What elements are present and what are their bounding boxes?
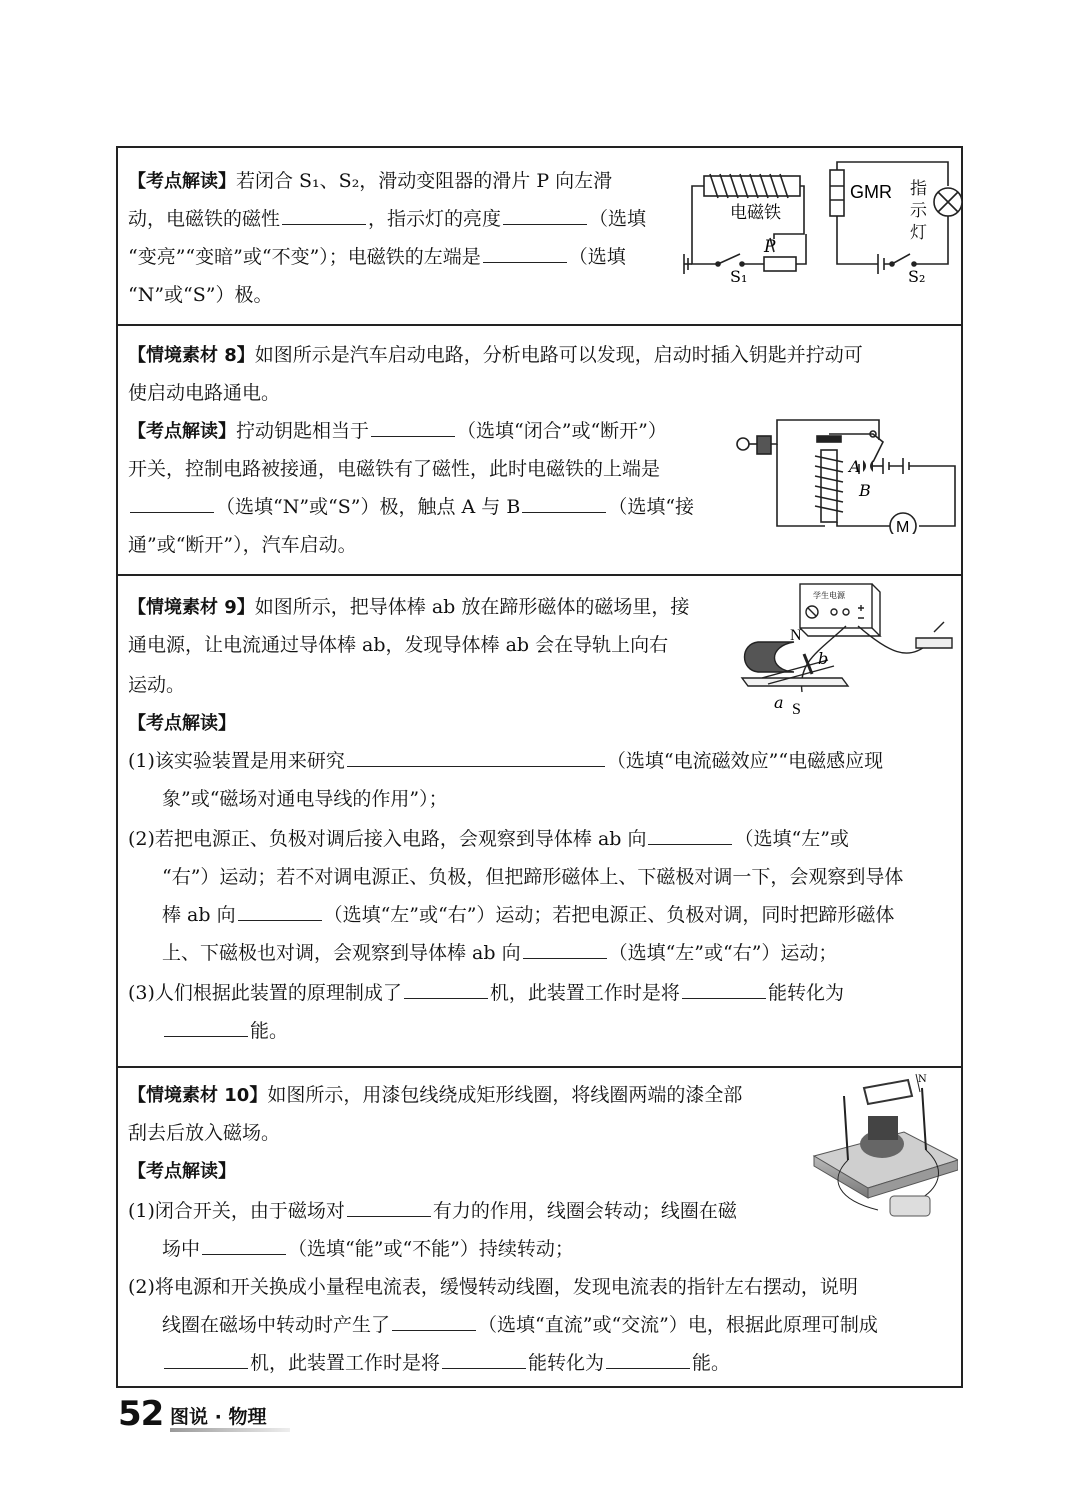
tag-point-reading: 【考点解读】	[128, 713, 236, 734]
text: 有力的作用，线圈会转动；线圈在磁	[432, 1200, 737, 1222]
tag-scenario: 【情境素材 9】	[128, 597, 255, 618]
text: (1)该实验装置是用来研究	[128, 750, 345, 772]
text: 如图所示，把导体棒 ab 放在蹄形磁体的磁场里，接	[254, 596, 690, 618]
section-scenario-8	[118, 326, 961, 576]
s3-line-11	[128, 980, 844, 1006]
answer-blank[interactable]	[282, 206, 366, 225]
text: （选填“能”或“不能”）持续转动；	[288, 1238, 574, 1260]
text: （选填“直流”或“交流”）电，根据此原理可制成	[478, 1314, 878, 1336]
gmr-circuit-figure	[678, 154, 963, 284]
gmr-label: GMR	[850, 182, 892, 202]
south-pole-label: S	[792, 701, 801, 718]
tag-point-reading: 【考点解读】	[128, 171, 236, 192]
s2-line-5	[128, 494, 694, 520]
text: “N”或“S”）极。	[128, 284, 273, 306]
text: 能。	[692, 1352, 731, 1374]
text: 机，此装置工作时是将	[250, 1352, 441, 1374]
s4-line-7	[162, 1312, 878, 1338]
tag-point-reading: 【考点解读】	[128, 421, 236, 442]
s3-line-8	[162, 864, 903, 890]
text: “右”）运动；若不对调电源正、负极，但把蹄形磁体上、下磁极对调一下，会观察到导体	[162, 866, 904, 888]
answer-blank[interactable]	[371, 418, 455, 437]
s3-line-6	[162, 786, 448, 812]
answer-blank[interactable]	[404, 980, 488, 999]
text: (3)人们根据此装置的原理制成了	[128, 982, 402, 1004]
answer-blank[interactable]	[238, 902, 322, 921]
text: 若闭合 S₁、S₂，滑动变阻器的滑片 P 向左滑	[236, 170, 613, 192]
s4-line-4	[128, 1198, 737, 1224]
s2-line-2	[128, 380, 280, 406]
indicator-lamp-label: 指示灯	[910, 179, 927, 243]
text: (2)若把电源正、负极对调后接入电路，会观察到导体棒 ab 向	[128, 828, 647, 850]
contact-b-label: B	[859, 481, 871, 500]
text: 线圈在磁场中转动时产生了	[162, 1314, 391, 1336]
text: （选填“左”或“右”）运动；若把电源正、负极对调，同时把蹄形磁体	[323, 904, 895, 926]
s3-line-1	[128, 594, 689, 621]
text: 动，电磁铁的磁性	[128, 208, 281, 230]
tag-scenario: 【情境素材 10】	[128, 1085, 268, 1106]
s4-line-6	[128, 1274, 858, 1300]
text: （选填“闭合”或“断开”）	[457, 420, 667, 442]
text: （选填	[568, 246, 626, 268]
answer-blank[interactable]	[648, 826, 732, 845]
answer-blank[interactable]	[606, 1350, 690, 1369]
s4-line-3	[128, 1158, 236, 1185]
tag-scenario: 【情境素材 8】	[128, 345, 255, 366]
answer-blank[interactable]	[442, 1350, 526, 1369]
text: 通”或“断开”），汽车启动。	[128, 534, 357, 556]
answer-blank[interactable]	[202, 1236, 286, 1255]
s4-line-2	[128, 1120, 280, 1146]
s4-line-5	[162, 1236, 574, 1262]
text: 棒 ab 向	[162, 904, 236, 926]
section-scenario-9	[118, 576, 961, 1068]
s3-line-9	[162, 902, 894, 928]
text: 上、下磁极也对调，会观察到导体棒 ab 向	[162, 942, 521, 964]
text: 能转化为	[528, 1352, 605, 1374]
text: ，指示灯的亮度	[368, 208, 502, 230]
s2-line-3	[128, 418, 667, 445]
text: 如图所示是汽车启动电路，分析电路可以发现，启动时插入钥匙并拧动可	[254, 344, 863, 366]
text: （选填	[589, 208, 647, 230]
answer-blank[interactable]	[483, 244, 567, 263]
s3-line-4	[128, 710, 236, 737]
s1-line-3	[128, 244, 626, 270]
s3-line-5	[128, 748, 883, 774]
answer-blank[interactable]	[164, 1350, 248, 1369]
s3-line-10	[162, 940, 837, 966]
answer-blank[interactable]	[130, 494, 214, 513]
text: 机，此装置工作时是将	[489, 982, 680, 1004]
north-pole-label: N	[918, 1074, 927, 1085]
answer-blank[interactable]	[522, 494, 606, 513]
footer-decoration	[170, 1428, 290, 1432]
answer-blank[interactable]	[392, 1312, 476, 1331]
text: 通电源，让电流通过导体棒 ab，发现导体棒 ab 会在导轨上向右	[128, 634, 669, 656]
s2-line-4	[128, 456, 660, 482]
answer-blank[interactable]	[347, 748, 605, 767]
north-pole-label: N	[790, 627, 802, 644]
answer-blank[interactable]	[164, 1018, 248, 1037]
text: (1)闭合开关，由于磁场对	[128, 1200, 345, 1222]
text: “变亮”“变暗”或“不变”）；电磁铁的左端是	[128, 246, 481, 268]
text: 运动。	[128, 674, 186, 696]
end-b-label: b	[818, 649, 829, 668]
text: 刮去后放入磁场。	[128, 1122, 281, 1144]
end-a-label: a	[774, 693, 784, 712]
text: 场中	[162, 1238, 201, 1260]
coil-label: 电磁铁	[730, 203, 781, 223]
s3-line-12	[162, 1018, 288, 1044]
text: （选填“电流磁效应”“电磁感应现	[606, 750, 884, 772]
answer-blank[interactable]	[503, 206, 587, 225]
text: 能转化为	[767, 982, 844, 1004]
motor-m-label: M	[896, 519, 910, 534]
s3-line-7	[128, 826, 849, 852]
s4-line-8	[162, 1350, 730, 1376]
s2-line-6	[128, 532, 357, 558]
answer-blank[interactable]	[682, 980, 766, 999]
s1-line-2	[128, 206, 646, 232]
text: （选填“左”或	[734, 828, 849, 850]
text: 使启动电路通电。	[128, 382, 281, 404]
power-supply-label: 学生电源	[813, 591, 845, 600]
text: 象”或“磁场对通电导线的作用”）；	[162, 788, 448, 810]
answer-blank[interactable]	[347, 1198, 431, 1217]
s2-line-1	[128, 342, 863, 369]
s3-line-2	[128, 632, 668, 658]
text: （选填“左”或“右”）运动；	[608, 942, 838, 964]
motor-coil-photo-figure	[808, 1070, 958, 1230]
switch-s2-label: S₂	[908, 267, 926, 284]
s4-line-1	[128, 1082, 742, 1109]
text: 如图所示，用漆包线绕成矩形线圈，将线圈两端的漆全部	[267, 1084, 743, 1106]
magnet-rail-figure	[738, 582, 963, 722]
s1-line-4	[128, 282, 273, 308]
text: 能。	[250, 1020, 289, 1042]
s3-line-3	[128, 672, 185, 698]
text: 开关，控制电路被接通，电磁铁有了磁性，此时电磁铁的上端是	[128, 458, 661, 480]
text: 拧动钥匙相当于	[236, 420, 370, 442]
text: （选填“N”或“S”）极，触点 A 与 B	[216, 496, 521, 518]
car-start-circuit-figure	[733, 414, 963, 534]
contact-a-label: A	[849, 457, 861, 476]
tag-point-reading: 【考点解读】	[128, 1161, 236, 1182]
text: （选填“接	[608, 496, 695, 518]
page-number: 52	[118, 1394, 164, 1434]
section-scenario-10	[118, 1068, 961, 1390]
content-frame	[116, 146, 963, 1388]
s1-line-1	[128, 168, 612, 195]
slider-p-label: P	[764, 237, 776, 257]
text: (2)将电源和开关换成小量程电流表，缓慢转动线圈，发现电流表的指针左右摆动，说明	[128, 1276, 858, 1298]
answer-blank[interactable]	[523, 940, 607, 959]
switch-s1-label: S₁	[730, 267, 748, 284]
section-point-reading-1	[118, 148, 961, 326]
book-title: 图说 · 物理	[170, 1406, 267, 1428]
